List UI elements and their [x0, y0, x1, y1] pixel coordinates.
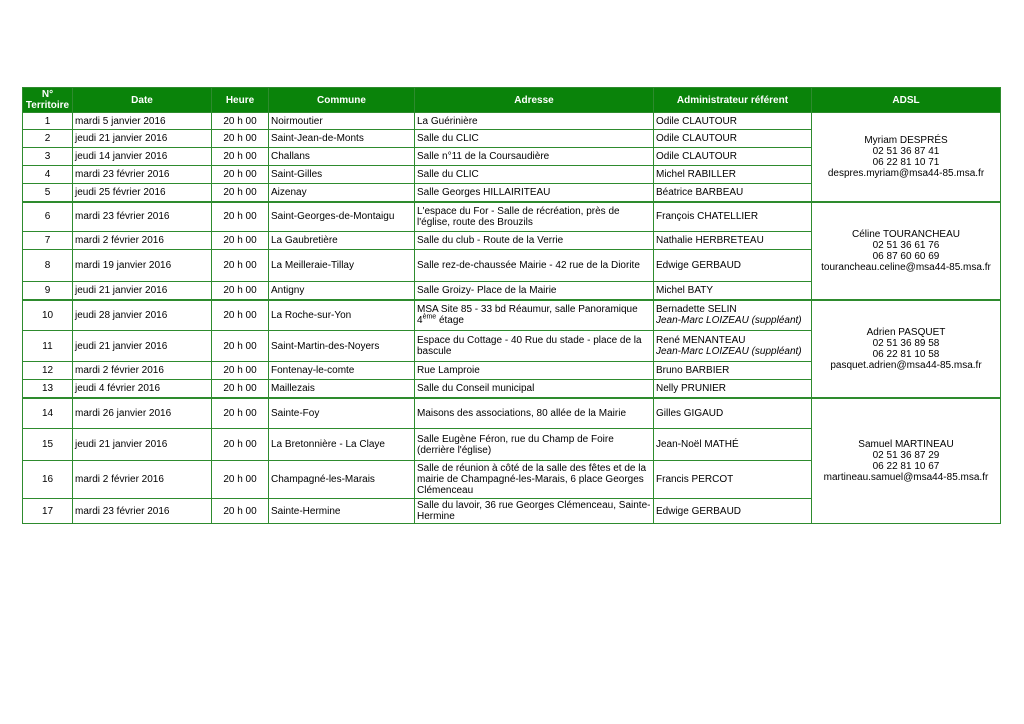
row-commune: Saint-Georges-de-Montaigu [269, 202, 415, 232]
row-address: Salle du lavoir, 36 rue Georges Clémenceau, Sainte-Hermine [415, 499, 654, 524]
row-commune: La Roche-sur-Yon [269, 300, 415, 331]
table-row [23, 202, 1001, 232]
adsl-email: despres.myriam@msa44-85.msa.fr [827, 167, 985, 179]
adsl-phone: 02 51 36 87 29 [872, 449, 940, 461]
row-address: Salle rez-de-chaussée Mairie - 42 rue de la Diorite [415, 250, 654, 282]
row-number: 16 [23, 461, 73, 499]
row-commune: Sainte-Hermine [269, 499, 415, 524]
table-row [23, 113, 1001, 130]
adsl-contact [812, 398, 1001, 524]
row-commune: Saint-Jean-de-Monts [269, 130, 415, 148]
row-number: 11 [23, 331, 73, 362]
schedule-table [22, 87, 1001, 524]
adsl-name: Samuel MARTINEAU [858, 438, 954, 450]
row-admin: Odile CLAUTOUR [654, 113, 812, 130]
row-admin: François CHATELLIER [654, 202, 812, 232]
header-adsl: ADSL [812, 88, 1001, 113]
row-date: jeudi 21 janvier 2016 [73, 282, 212, 300]
row-commune: Fontenay-le-comte [269, 362, 415, 380]
row-commune: Maillezais [269, 380, 415, 398]
header-admin: Administrateur référent [654, 88, 812, 113]
row-commune: La Gaubretière [269, 232, 415, 250]
row-time: 20 h 00 [212, 250, 269, 282]
row-admin: Gilles GIGAUD [654, 398, 812, 429]
table-row [23, 300, 1001, 331]
adsl-email: tourancheau.celine@msa44-85.msa.fr [821, 261, 991, 273]
row-time: 20 h 00 [212, 232, 269, 250]
row-date: jeudi 21 janvier 2016 [73, 429, 212, 461]
row-address: Salle Groizy- Place de la Mairie [415, 282, 654, 300]
row-date: jeudi 21 janvier 2016 [73, 130, 212, 148]
row-address: Maisons des associations, 80 allée de la Mairie [415, 398, 654, 429]
adsl-mobile: 06 87 60 60 69 [872, 250, 940, 262]
row-number: 7 [23, 232, 73, 250]
row-time: 20 h 00 [212, 429, 269, 461]
row-admin: René MENANTEAU Jean-Marc LOIZEAU (suppléant) [654, 331, 812, 362]
row-time: 20 h 00 [212, 398, 269, 429]
row-date: mardi 19 janvier 2016 [73, 250, 212, 282]
row-date: mardi 23 février 2016 [73, 202, 212, 232]
adsl-name: Adrien PASQUET [866, 326, 946, 338]
row-admin: Michel RABILLER [654, 166, 812, 184]
row-time: 20 h 00 [212, 380, 269, 398]
adsl-contact [812, 300, 1001, 398]
row-number: 8 [23, 250, 73, 282]
row-commune: Noirmoutier [269, 113, 415, 130]
row-address: Salle Georges HILLAIRITEAU [415, 184, 654, 202]
adsl-phone: 02 51 36 61 76 [872, 239, 940, 251]
table-row [23, 398, 1001, 429]
row-number: 6 [23, 202, 73, 232]
header-date: Date [73, 88, 212, 113]
row-address: Salle du CLIC [415, 130, 654, 148]
adsl-contact [812, 113, 1001, 202]
adsl-email: martineau.samuel@msa44-85.msa.fr [823, 471, 989, 483]
row-commune: Challans [269, 148, 415, 166]
row-time: 20 h 00 [212, 461, 269, 499]
row-number: 1 [23, 113, 73, 130]
row-admin-substitute: Jean-Marc LOIZEAU (suppléant) [656, 346, 802, 357]
row-admin: Francis PERCOT [654, 461, 812, 499]
row-time: 20 h 00 [212, 300, 269, 331]
row-time: 20 h 00 [212, 202, 269, 232]
row-number: 4 [23, 166, 73, 184]
row-commune: Saint-Gilles [269, 166, 415, 184]
row-admin: Edwige GERBAUD [654, 250, 812, 282]
row-number: 5 [23, 184, 73, 202]
row-commune: La Bretonnière - La Claye [269, 429, 415, 461]
row-time: 20 h 00 [212, 113, 269, 130]
row-number: 3 [23, 148, 73, 166]
row-time: 20 h 00 [212, 331, 269, 362]
row-number: 13 [23, 380, 73, 398]
adsl-phone: 02 51 36 87 41 [872, 145, 940, 157]
row-date: jeudi 4 février 2016 [73, 380, 212, 398]
row-time: 20 h 00 [212, 499, 269, 524]
row-number: 10 [23, 300, 73, 331]
row-admin: Nelly PRUNIER [654, 380, 812, 398]
row-address: Salle Eugène Féron, rue du Champ de Foire (derrière l'église) [415, 429, 654, 461]
row-date: jeudi 25 février 2016 [73, 184, 212, 202]
row-address: Salle du Conseil municipal [415, 380, 654, 398]
row-number: 17 [23, 499, 73, 524]
header-adresse: Adresse [415, 88, 654, 113]
row-commune: La Meilleraie-Tillay [269, 250, 415, 282]
row-admin: Nathalie HERBRETEAU [654, 232, 812, 250]
adsl-mobile: 06 22 81 10 67 [872, 460, 940, 472]
row-address: MSA Site 85 - 33 bd Réaumur, salle Panoramique 4ème étage [415, 300, 654, 331]
row-address: Salle n°11 de la Coursaudière [415, 148, 654, 166]
row-date: jeudi 21 janvier 2016 [73, 331, 212, 362]
row-date: jeudi 28 janvier 2016 [73, 300, 212, 331]
row-admin: Jean-Noël MATHÉ [654, 429, 812, 461]
adsl-name: Céline TOURANCHEAU [852, 228, 960, 240]
header-commune: Commune [269, 88, 415, 113]
row-number: 2 [23, 130, 73, 148]
row-address: Rue Lamproie [415, 362, 654, 380]
row-admin: Odile CLAUTOUR [654, 148, 812, 166]
row-date: mardi 23 février 2016 [73, 499, 212, 524]
row-date: mardi 26 janvier 2016 [73, 398, 212, 429]
row-number: 15 [23, 429, 73, 461]
row-commune: Antigny [269, 282, 415, 300]
row-number: 9 [23, 282, 73, 300]
row-commune: Saint-Martin-des-Noyers [269, 331, 415, 362]
row-time: 20 h 00 [212, 166, 269, 184]
header-row [23, 88, 1001, 113]
adsl-phone: 02 51 36 89 58 [872, 337, 940, 349]
row-address: L'espace du For - Salle de récréation, près de l'église, route des Brouzils [415, 202, 654, 232]
adsl-name: Myriam DESPRÉS [864, 134, 948, 146]
row-commune: Aizenay [269, 184, 415, 202]
row-date: mardi 2 février 2016 [73, 461, 212, 499]
row-address: La Guérinière [415, 113, 654, 130]
row-number: 14 [23, 398, 73, 429]
row-admin: Bernadette SELIN Jean-Marc LOIZEAU (suppléant) [654, 300, 812, 331]
row-time: 20 h 00 [212, 148, 269, 166]
row-date: mardi 2 février 2016 [73, 232, 212, 250]
row-address: Salle de réunion à côté de la salle des fêtes et de la mairie de Champagné-les-Marais, 6 place Georges Clémenceau [415, 461, 654, 499]
row-commune: Sainte-Foy [269, 398, 415, 429]
header-heure: Heure [212, 88, 269, 113]
row-address: Salle du CLIC [415, 166, 654, 184]
row-time: 20 h 00 [212, 362, 269, 380]
adsl-mobile: 06 22 81 10 58 [872, 348, 940, 360]
row-address: Espace du Cottage - 40 Rue du stade - place de la bascule [415, 331, 654, 362]
row-admin: Béatrice BARBEAU [654, 184, 812, 202]
row-time: 20 h 00 [212, 184, 269, 202]
row-time: 20 h 00 [212, 282, 269, 300]
row-number: 12 [23, 362, 73, 380]
row-admin: Edwige GERBAUD [654, 499, 812, 524]
row-date: mardi 5 janvier 2016 [73, 113, 212, 130]
row-date: jeudi 14 janvier 2016 [73, 148, 212, 166]
row-date: mardi 2 février 2016 [73, 362, 212, 380]
row-date: mardi 23 février 2016 [73, 166, 212, 184]
adsl-email: pasquet.adrien@msa44-85.msa.fr [830, 359, 982, 371]
adsl-mobile: 06 22 81 10 71 [872, 156, 940, 168]
row-admin: Bruno BARBIER [654, 362, 812, 380]
header-territoire: N° Territoire [23, 88, 73, 113]
row-admin-substitute: Jean-Marc LOIZEAU (suppléant) [656, 315, 802, 327]
row-time: 20 h 00 [212, 130, 269, 148]
row-admin: Michel BATY [654, 282, 812, 300]
row-commune: Champagné-les-Marais [269, 461, 415, 499]
adsl-contact [812, 202, 1001, 300]
row-address: Salle du club - Route de la Verrie [415, 232, 654, 250]
row-admin: Odile CLAUTOUR [654, 130, 812, 148]
